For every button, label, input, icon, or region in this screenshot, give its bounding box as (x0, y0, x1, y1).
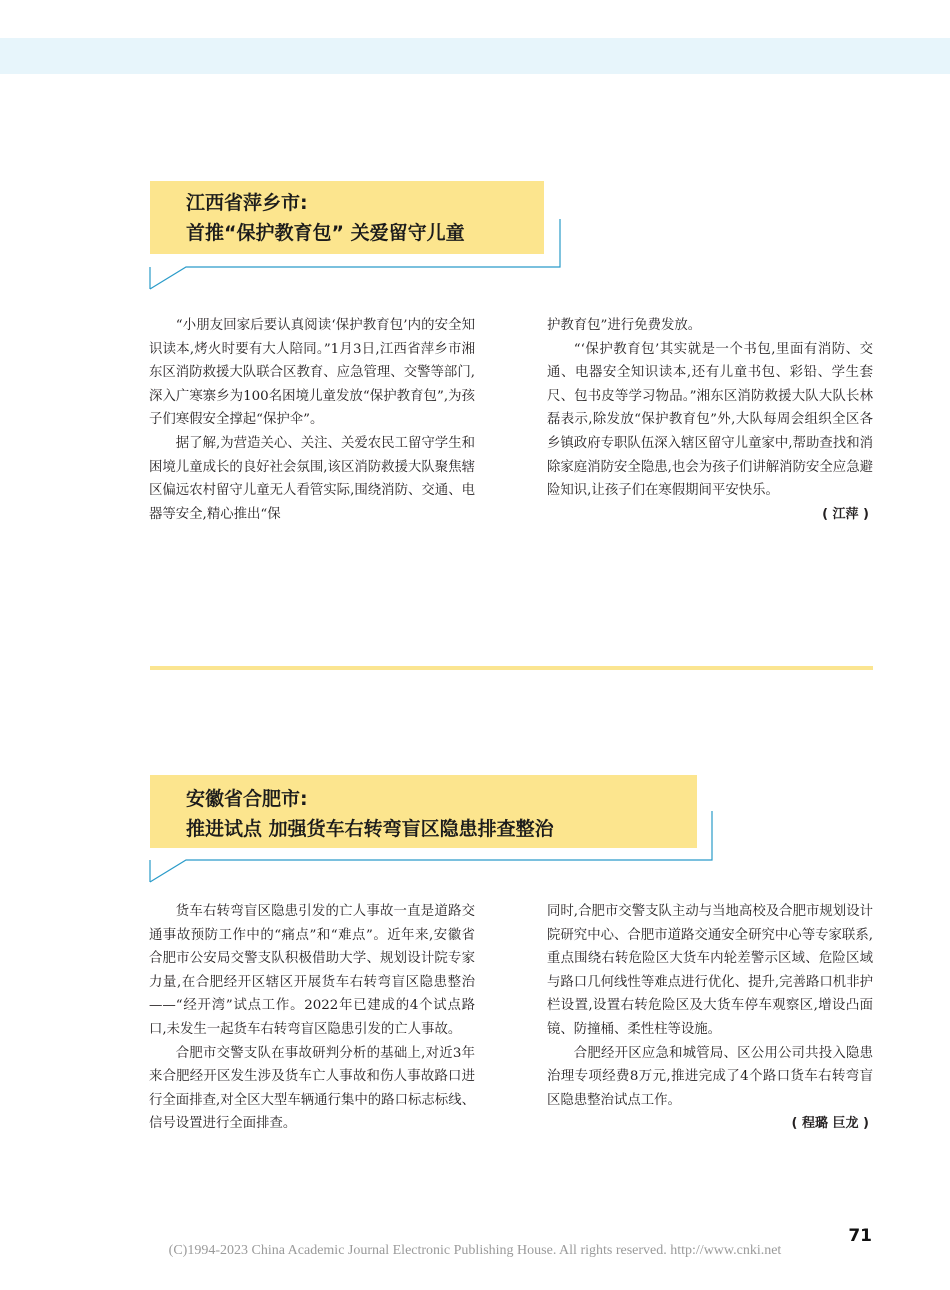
article2-signature: ( 程璐 巨龙 ) (791, 1116, 869, 1132)
article1-paragraph: “‘保护教育包’其实就是一个书包,里面有消防、交通、电器安全知识读本,还有儿童书包、彩铅、学生套尺、包书皮等学习物品。”湘东区消防救援大队大队长林磊表示,除发放“保护教育包”外,大队每周会组织全区各乡镇政府专职队伍深入辖区留守儿童家中,帮助查找和消除家庭消防安全隐患,也会为孩子们讲解消防安全应急避险知识,让孩子们在寒假期间平安快乐。 (547, 341, 873, 499)
article2-left-column (149, 900, 475, 1136)
article1-paragraph: 据了解,为营造关心、关注、关爱农民工留守学生和困境儿童成长的良好社会氛围,该区消防救援大队聚焦辖区偏远农村留守儿童无人看管实际,围绕消防、交通、电器等安全,精心推出“保 (149, 435, 475, 522)
article2-heading-title: 推进试点 加强货车右转弯盲区隐患排查整治 (186, 818, 554, 840)
article2-right-column (547, 900, 873, 1136)
copyright-footer: (C)1994-2023 China Academic Journal Electronic Publishing House. All rights reserved. http://www.cnki.net (168, 1243, 782, 1258)
article2-paragraph: 合肥市交警支队在事故研判分析的基础上,对近3年来合肥经开区发生涉及货车亡人事故和伤人事故路口进行全面排查,对全区大型车辆通行集中的路口标志标线、信号设置进行全面排查。 (149, 1045, 475, 1132)
page-number: 71 (848, 1226, 872, 1246)
article1-heading-location: 江西省萍乡市: (186, 192, 308, 214)
article1-paragraph: 护教育包”进行免费发放。 (547, 318, 702, 333)
article1-paragraph: “小朋友回家后要认真阅读‘保护教育包’内的安全知识读本,烤火时要有大人陪同。”1月3日,江西省萍乡市湘东区消防救援大队联合区教育、应急管理、交警等部门,深入广寒寨乡为100名困境儿童发放“保护教育包”,为孩子们寒假安全撑起“保护伞”。 (149, 318, 475, 428)
article2-paragraph: 货车右转弯盲区隐患引发的亡人事故一直是道路交通事故预防工作中的“痛点”和“难点”。近年来,安徽省合肥市公安局交警支队积极借助大学、规划设计院专家力量,在合肥经开区辖区开展货车右转弯盲区隐患整治——“经开湾”试点工作。2022年已建成的4个试点路口,未发生一起货车右转弯盲区隐患引发的亡人事故。 (149, 904, 475, 1037)
article2-paragraph: 合肥经开区应急和城管局、区公用公司共投入隐患治理专项经费8万元,推进完成了4个路口货车右转弯盲区隐患整治试点工作。 (547, 1045, 873, 1108)
article1-signature: ( 江萍 ) (822, 506, 869, 522)
article1-heading-title: 首推“保护教育包” 关爱留守儿童 (186, 222, 465, 244)
article2-paragraph: 同时,合肥市交警支队主动与当地高校及合肥市规划设计院研究中心、合肥市道路交通安全研究中心等专家联系,重点围绕右转危险区大货车内轮差警示区域、危险区域与路口几何线性等难点进行优化、提升,完善路口机非护栏设置,设置右转危险区及大货车停车观察区,增设凸面镜、防撞桶、柔性柱等设施。 (547, 904, 873, 1037)
article2-heading-location: 安徽省合肥市: (186, 788, 308, 810)
